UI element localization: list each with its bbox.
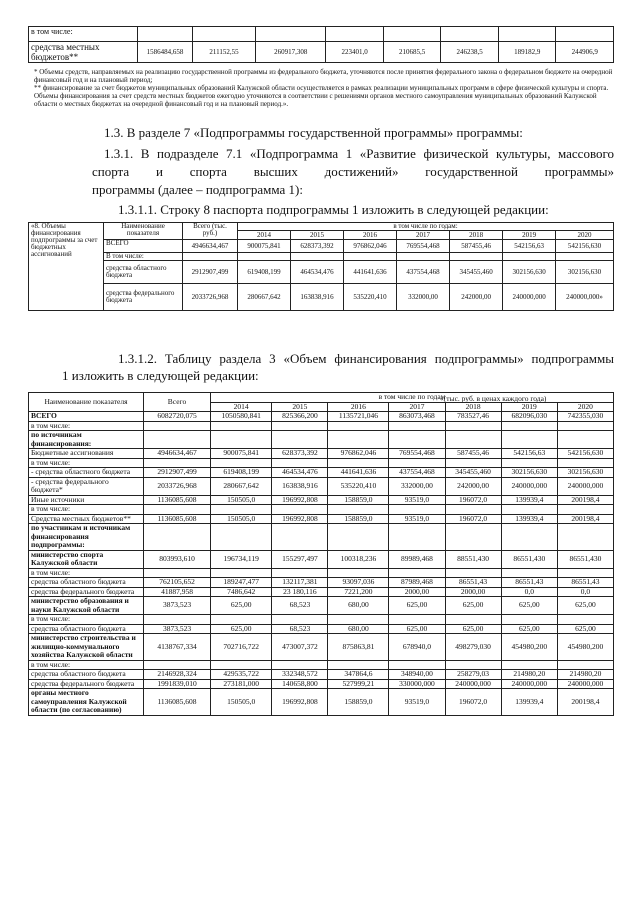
year-value-cell xyxy=(501,615,557,625)
year-header: 2017 xyxy=(389,402,445,412)
table-cell: средства федерального бюджета xyxy=(104,284,183,311)
year-value-cell: 900075,841 xyxy=(211,449,272,459)
table-row xyxy=(29,477,614,495)
passport-table xyxy=(28,222,614,311)
total-cell: 2146928,324 xyxy=(144,670,211,680)
year-value-cell: 196072,0 xyxy=(445,495,501,505)
year-header: 2014 xyxy=(211,402,272,412)
total-cell: 4946634,467 xyxy=(144,449,211,459)
year-value-cell: 875863,81 xyxy=(328,634,389,661)
table-row xyxy=(29,42,614,63)
footnotes xyxy=(34,68,618,108)
table-cell: 2912907,499 xyxy=(183,261,238,284)
year-value-cell xyxy=(557,505,613,515)
year-header: 2020 xyxy=(556,231,614,240)
row-label: в том числе: xyxy=(29,615,144,625)
row-label: Иные источники xyxy=(29,495,144,505)
total-cell xyxy=(144,505,211,515)
table-row xyxy=(29,223,614,231)
year-value-cell xyxy=(445,421,501,431)
year-value-cell: 86551,430 xyxy=(501,550,557,568)
year-value-cell: 625,00 xyxy=(557,624,613,634)
year-value-cell: 625,00 xyxy=(389,624,445,634)
column-header: в том числе по годам xyxy=(211,393,614,403)
table-cell: 210685,5 xyxy=(383,42,441,63)
table-cell: Наименование показателя xyxy=(104,223,183,240)
year-value-cell: 93519,0 xyxy=(389,495,445,505)
year-value-cell: 332000,00 xyxy=(389,477,445,495)
table-cell: 464534,476 xyxy=(291,261,344,284)
row-label: средства федерального бюджета xyxy=(29,587,144,597)
year-value-cell xyxy=(389,421,445,431)
year-value-cell: 196072,0 xyxy=(445,514,501,524)
year-value-cell: 587455,46 xyxy=(445,449,501,459)
table-cell: 332000,00 xyxy=(397,284,450,311)
year-value-cell: 625,00 xyxy=(501,624,557,634)
year-value-cell: 242000,00 xyxy=(445,477,501,495)
year-value-cell: 976862,046 xyxy=(328,449,389,459)
year-value-cell: 89989,468 xyxy=(389,550,445,568)
table-cell: 587455,46 xyxy=(450,240,503,253)
year-value-cell: 0,0 xyxy=(557,587,613,597)
year-value-cell: 163838,916 xyxy=(272,477,328,495)
row-label: министерство спорта Калужской области xyxy=(29,550,144,568)
units-note: «(тыс. руб. в ценах каждого года) xyxy=(440,394,547,403)
year-header: 2014 xyxy=(238,231,291,240)
year-value-cell: 158859,0 xyxy=(328,689,389,716)
table-row xyxy=(29,578,614,588)
year-value-cell: 158859,0 xyxy=(328,514,389,524)
year-value-cell: 196992,808 xyxy=(272,689,328,716)
year-value-cell: 625,00 xyxy=(389,597,445,615)
table-cell: 769554,468 xyxy=(397,240,450,253)
total-cell: 6082720,075 xyxy=(144,412,211,422)
year-value-cell: 150505,0 xyxy=(211,689,272,716)
year-value-cell xyxy=(445,615,501,625)
table-cell: средства областного бюджета xyxy=(104,261,183,284)
year-value-cell: 625,00 xyxy=(211,624,272,634)
year-value-cell: 150505,0 xyxy=(211,514,272,524)
year-value-cell: 2000,00 xyxy=(389,587,445,597)
year-value-cell: 240000,000 xyxy=(501,679,557,689)
year-value-cell: 139939,4 xyxy=(501,495,557,505)
year-value-cell xyxy=(445,431,501,449)
year-value-cell: 87989,468 xyxy=(389,578,445,588)
table-cell: 900075,841 xyxy=(238,240,291,253)
year-value-cell: 625,00 xyxy=(445,597,501,615)
year-value-cell xyxy=(211,524,272,551)
total-cell: 2033726,968 xyxy=(144,477,211,495)
column-header: Всего xyxy=(144,393,211,412)
year-value-cell xyxy=(328,505,389,515)
year-value-cell: 332348,572 xyxy=(272,670,328,680)
year-value-cell: 23 180,116 xyxy=(272,587,328,597)
table-row xyxy=(29,550,614,568)
table-cell: Всего (тыс. руб.) xyxy=(183,223,238,240)
year-value-cell: 825366,200 xyxy=(272,412,328,422)
row-label: Бюджетные ассигнования xyxy=(29,449,144,459)
row-label: средства федерального бюджета xyxy=(29,679,144,689)
year-value-cell xyxy=(211,615,272,625)
year-value-cell: 7486,642 xyxy=(211,587,272,597)
year-value-cell: 302156,630 xyxy=(501,468,557,478)
year-value-cell xyxy=(211,431,272,449)
total-cell: 762105,652 xyxy=(144,578,211,588)
year-value-cell xyxy=(445,505,501,515)
table-row xyxy=(29,253,614,261)
row-label: в том числе: xyxy=(29,458,144,468)
table-row xyxy=(29,597,614,615)
year-value-cell: 93519,0 xyxy=(389,514,445,524)
year-value-cell: 769554,468 xyxy=(389,449,445,459)
year-header: 2015 xyxy=(291,231,344,240)
total-cell: 2912907,499 xyxy=(144,468,211,478)
total-cell xyxy=(144,431,211,449)
table-cell: 628373,392 xyxy=(291,240,344,253)
year-value-cell: 678940,0 xyxy=(389,634,445,661)
table-row xyxy=(29,689,614,716)
table-cell: 542156,63 xyxy=(503,240,556,253)
year-value-cell: 214980,20 xyxy=(557,670,613,680)
year-value-cell xyxy=(272,421,328,431)
table-cell: 260917,308 xyxy=(256,42,326,63)
footnote-1: * Объемы средств, направляемых на реализацию государственной программы из федерального бюджета, уточняются после принятия федерального закона о федеральном бюджете на очередной финансовый год и на плановый период; xyxy=(34,68,613,84)
table-cell: 240000,000» xyxy=(556,284,614,311)
year-value-cell xyxy=(328,524,389,551)
table-header-row xyxy=(29,393,614,403)
year-header: 2018 xyxy=(450,231,503,240)
table-row xyxy=(29,240,614,253)
year-value-cell: 783527,46 xyxy=(445,412,501,422)
total-cell: 1991839,010 xyxy=(144,679,211,689)
year-value-cell: 498279,030 xyxy=(445,634,501,661)
table-row xyxy=(29,615,614,625)
row-label: средства областного бюджета xyxy=(29,670,144,680)
table-cell: 542156,630 xyxy=(556,240,614,253)
table-cell: ВСЕГО xyxy=(104,240,183,253)
year-value-cell: 240000,000 xyxy=(445,679,501,689)
table-row xyxy=(29,634,614,661)
year-value-cell: 625,00 xyxy=(211,597,272,615)
year-value-cell xyxy=(328,615,389,625)
year-value-cell: 441641,636 xyxy=(328,468,389,478)
year-value-cell: 240000,000 xyxy=(557,679,613,689)
year-header: 2018 xyxy=(445,402,501,412)
year-value-cell: 1050580,841 xyxy=(211,412,272,422)
year-value-cell: 625,00 xyxy=(445,624,501,634)
footnote-2: ** финансирование за счет бюджетов муниципальных образований Калужской области осуществляется в рамках реализации муниципальных программ в сфере физической культуры и спорта. Объемы финансирования за счет средств местных бюджетов ежегодно уточняются в соответствии с решениями органов местного самоуправления муниципальных образований Калужской области о местных бюджетах на очередной финансовый год и на плановый период.». xyxy=(34,84,609,108)
total-cell: 41887,958 xyxy=(144,587,211,597)
year-value-cell: 625,00 xyxy=(557,597,613,615)
year-value-cell: 100318,236 xyxy=(328,550,389,568)
year-value-cell: 196072,0 xyxy=(445,689,501,716)
table-row xyxy=(29,495,614,505)
year-value-cell: 93519,0 xyxy=(389,689,445,716)
year-value-cell xyxy=(501,524,557,551)
paragraph-1-3-1-2-line2: 1 изложить в следующей редакции: xyxy=(62,368,259,383)
table-row xyxy=(29,261,614,284)
row-label: министерство образования и науки Калужской области xyxy=(29,597,144,615)
table-cell: 189182,9 xyxy=(498,42,556,63)
table-cell: 211152,55 xyxy=(193,42,256,63)
year-value-cell xyxy=(389,431,445,449)
table-row xyxy=(29,284,614,311)
row-label: Средства местных бюджетов** xyxy=(29,514,144,524)
row-label: в том числе: xyxy=(29,421,144,431)
year-header: 2015 xyxy=(272,402,328,412)
year-value-cell xyxy=(272,505,328,515)
year-value-cell: 240000,000 xyxy=(501,477,557,495)
year-value-cell xyxy=(211,505,272,515)
table-cell: 244906,9 xyxy=(556,42,614,63)
year-value-cell: 535220,410 xyxy=(328,477,389,495)
year-value-cell: 542156,63 xyxy=(501,449,557,459)
financing-table xyxy=(28,392,614,716)
year-value-cell: 196734,119 xyxy=(211,550,272,568)
year-value-cell: 628373,392 xyxy=(272,449,328,459)
year-value-cell: 0,0 xyxy=(501,587,557,597)
table-cell: 302156,630 xyxy=(503,261,556,284)
year-value-cell xyxy=(389,615,445,625)
year-value-cell xyxy=(328,431,389,449)
table-cell: В том числе: xyxy=(104,253,183,261)
year-value-cell: 702716,722 xyxy=(211,634,272,661)
table-row xyxy=(29,449,614,459)
table-row xyxy=(29,421,614,431)
table-row xyxy=(29,27,614,42)
year-value-cell: 429535,722 xyxy=(211,670,272,680)
year-value-cell: 742355,030 xyxy=(557,412,613,422)
year-value-cell xyxy=(389,524,445,551)
year-value-cell: 139939,4 xyxy=(501,689,557,716)
table-row xyxy=(29,412,614,422)
table-row xyxy=(29,670,614,680)
year-header: 2016 xyxy=(344,231,397,240)
column-header: Наименование показателя xyxy=(29,393,144,412)
row-label: по участникам и источникам финансирования подпрограммы: xyxy=(29,524,144,551)
table-cell: 223401,0 xyxy=(326,42,384,63)
year-value-cell xyxy=(272,615,328,625)
year-header: 2016 xyxy=(328,402,389,412)
year-value-cell: 273181,000 xyxy=(211,679,272,689)
year-value-cell: 132117,381 xyxy=(272,578,328,588)
table-cell: в том числе по годам: xyxy=(238,223,614,231)
year-value-cell xyxy=(557,615,613,625)
year-value-cell: 473007,372 xyxy=(272,634,328,661)
paragraph-1-3-1-line2: спорта и спорта высших достижений» государственной программы» xyxy=(92,164,614,179)
year-value-cell xyxy=(557,421,613,431)
table-cell: 246238,5 xyxy=(441,42,499,63)
total-cell: 1136085,608 xyxy=(144,495,211,505)
total-cell: 1136085,608 xyxy=(144,689,211,716)
year-header: 2019 xyxy=(501,402,557,412)
year-value-cell: 155297,497 xyxy=(272,550,328,568)
total-cell: 1136085,608 xyxy=(144,514,211,524)
year-value-cell: 345455,460 xyxy=(445,468,501,478)
year-value-cell: 196992,808 xyxy=(272,514,328,524)
year-header: 2017 xyxy=(397,231,450,240)
year-value-cell: 1135721,046 xyxy=(328,412,389,422)
year-value-cell: 88551,430 xyxy=(445,550,501,568)
year-value-cell xyxy=(501,431,557,449)
year-value-cell: 93097,036 xyxy=(328,578,389,588)
year-value-cell xyxy=(445,524,501,551)
row-label: средства областного бюджета xyxy=(29,624,144,634)
table-cell: 1586484,658 xyxy=(138,42,193,63)
row-label: в том числе: xyxy=(29,505,144,515)
paragraph-1-3-1-1: 1.3.1.1. Строку 8 паспорта подпрограммы 1 изложить в следующей редакции: xyxy=(118,202,549,217)
row-label: - средства федерального бюджета* xyxy=(29,477,144,495)
year-value-cell: 189247,477 xyxy=(211,578,272,588)
table-cell: 302156,630 xyxy=(556,261,614,284)
total-cell xyxy=(144,524,211,551)
year-value-cell xyxy=(328,421,389,431)
year-value-cell xyxy=(211,421,272,431)
table-cell: средства местных бюджетов** xyxy=(29,42,138,63)
paragraph-1-3-1-line3: программы (далее – подпрограмма 1): xyxy=(92,182,303,197)
year-value-cell: 464534,476 xyxy=(272,468,328,478)
row-label: министерство строительства и жилищно-коммунального хозяйства Калужской области xyxy=(29,634,144,661)
year-value-cell: 527999,21 xyxy=(328,679,389,689)
total-cell xyxy=(144,421,211,431)
year-value-cell: 196992,808 xyxy=(272,495,328,505)
year-value-cell xyxy=(389,505,445,515)
table-cell: 280667,642 xyxy=(238,284,291,311)
year-value-cell: 86551,43 xyxy=(445,578,501,588)
year-value-cell: 214980,20 xyxy=(501,670,557,680)
year-value-cell: 330000,000 xyxy=(389,679,445,689)
table-cell: 240000,000 xyxy=(503,284,556,311)
table-cell: 619408,199 xyxy=(238,261,291,284)
year-value-cell xyxy=(501,421,557,431)
row-label: ВСЕГО xyxy=(29,412,144,422)
year-value-cell: 454980,200 xyxy=(557,634,613,661)
table-cell: в том числе: xyxy=(29,27,138,42)
year-header: 2019 xyxy=(503,231,556,240)
year-value-cell: 625,00 xyxy=(501,597,557,615)
table-row xyxy=(29,468,614,478)
table-cell: 2033726,968 xyxy=(183,284,238,311)
year-value-cell: 619408,199 xyxy=(211,468,272,478)
row-label: в том числе: xyxy=(29,660,144,670)
year-value-cell: 86551,430 xyxy=(557,550,613,568)
paragraph-1-3: 1.3. В разделе 7 «Подпрограммы государственной программы» программы: xyxy=(104,125,523,140)
table-row xyxy=(29,431,614,449)
total-cell: 3873,523 xyxy=(144,597,211,615)
year-value-cell: 140658,800 xyxy=(272,679,328,689)
row-label: по источникам финансирования: xyxy=(29,431,144,449)
top-funding-table xyxy=(28,26,614,63)
table-cell: 437554,468 xyxy=(397,261,450,284)
table-row xyxy=(29,505,614,515)
table-row xyxy=(29,524,614,551)
year-value-cell: 542156,630 xyxy=(557,449,613,459)
year-value-cell: 437554,468 xyxy=(389,468,445,478)
table-cell: 535220,410 xyxy=(344,284,397,311)
year-value-cell: 200198,4 xyxy=(557,514,613,524)
year-value-cell: 158859,0 xyxy=(328,495,389,505)
year-value-cell: 200198,4 xyxy=(557,495,613,505)
table-cell: 163838,916 xyxy=(291,284,344,311)
row-label: органы местного самоуправления Калужской области (по согласованию) xyxy=(29,689,144,716)
year-value-cell: 240000,000 xyxy=(557,477,613,495)
table-row xyxy=(29,679,614,689)
year-value-cell: 863073,468 xyxy=(389,412,445,422)
year-value-cell: 302156,630 xyxy=(557,468,613,478)
year-value-cell: 680,00 xyxy=(328,597,389,615)
year-value-cell xyxy=(501,505,557,515)
total-cell: 803993,610 xyxy=(144,550,211,568)
year-value-cell: 680,00 xyxy=(328,624,389,634)
year-value-cell: 348940,00 xyxy=(389,670,445,680)
year-value-cell: 68,523 xyxy=(272,597,328,615)
year-value-cell: 86551,43 xyxy=(557,578,613,588)
year-value-cell: 200198,4 xyxy=(557,689,613,716)
year-value-cell: 454980,200 xyxy=(501,634,557,661)
table-cell: 976862,046 xyxy=(344,240,397,253)
table-cell: 441641,636 xyxy=(344,261,397,284)
paragraph-1-3-1-2-line1: 1.3.1.2. Таблицу раздела 3 «Объем финансирования подпрограммы» подпрограммы xyxy=(118,351,614,366)
row-label: в том числе: xyxy=(29,568,144,578)
year-value-cell: 150505,0 xyxy=(211,495,272,505)
year-value-cell: 347864,6 xyxy=(328,670,389,680)
year-value-cell: 86551,43 xyxy=(501,578,557,588)
year-value-cell: 2000,00 xyxy=(445,587,501,597)
table-cell: «8. Объемы финансирования подпрограммы за счет бюджетных ассигнований xyxy=(29,223,104,311)
year-value-cell xyxy=(272,524,328,551)
row-label: средства областного бюджета xyxy=(29,578,144,588)
row-label: - средства областного бюджета xyxy=(29,468,144,478)
year-value-cell xyxy=(272,431,328,449)
year-value-cell: 280667,642 xyxy=(211,477,272,495)
table-cell: 4946634,467 xyxy=(183,240,238,253)
total-cell xyxy=(144,615,211,625)
year-header: 2020 xyxy=(557,402,613,412)
table-cell: 345455,460 xyxy=(450,261,503,284)
paragraph-1-3-1-line1: 1.3.1. В подразделе 7.1 «Подпрограмма 1 «Развитие физической культуры, массового xyxy=(104,146,614,161)
year-value-cell: 68,523 xyxy=(272,624,328,634)
year-value-cell xyxy=(557,524,613,551)
year-value-cell: 258279,03 xyxy=(445,670,501,680)
total-cell: 3873,523 xyxy=(144,624,211,634)
table-cell: 242000,00 xyxy=(450,284,503,311)
total-cell: 4138767,334 xyxy=(144,634,211,661)
year-value-cell: 7221,200 xyxy=(328,587,389,597)
year-value-cell xyxy=(557,431,613,449)
year-value-cell: 139939,4 xyxy=(501,514,557,524)
year-value-cell: 682096,030 xyxy=(501,412,557,422)
